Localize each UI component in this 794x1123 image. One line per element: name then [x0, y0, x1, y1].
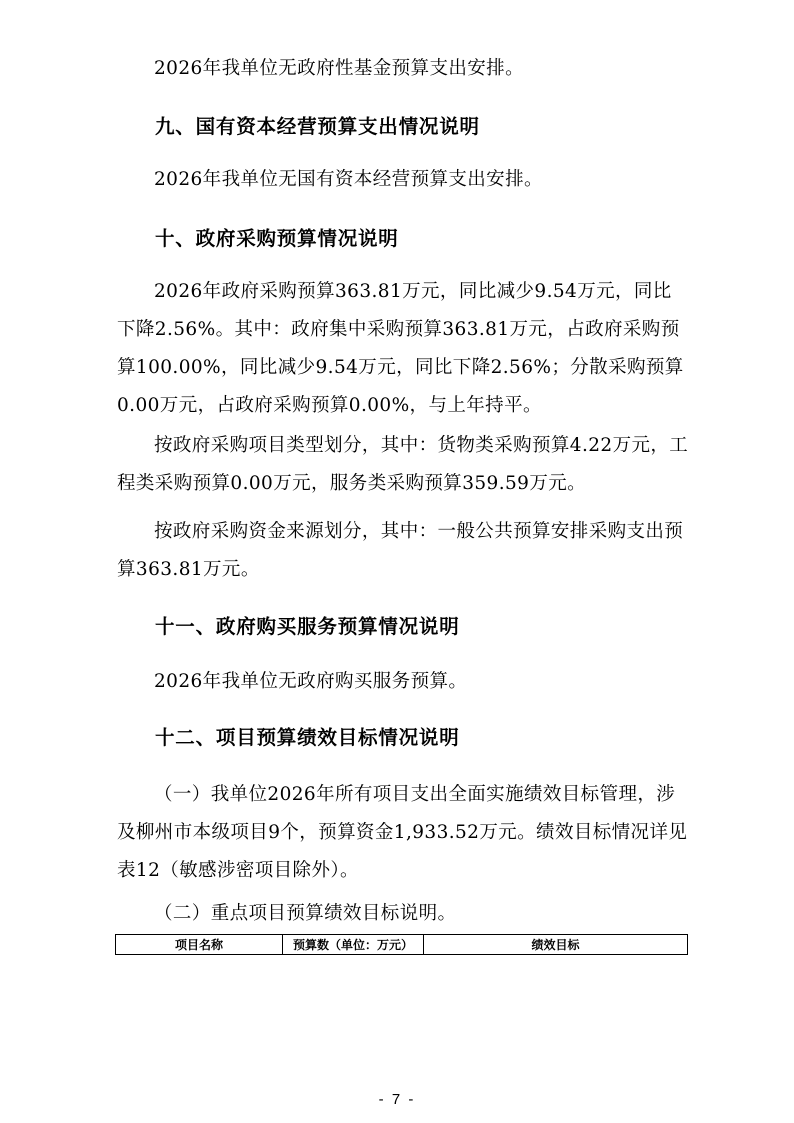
- column-header-project-name: 项目名称: [116, 935, 283, 955]
- page-number: - 7 -: [378, 1091, 416, 1108]
- paragraph-service-purchase: 2026年我单位无政府购买服务预算。: [154, 671, 468, 692]
- table-header-row: [116, 935, 688, 955]
- paragraph-procurement-type: 按政府采购项目类型划分，其中：货物类采购预算4.22万元，工程类采购预算0.00万元，服务类采购预算359.59万元。: [117, 435, 689, 494]
- heading-section-11: 十一、政府购买服务预算情况说明: [155, 615, 460, 638]
- heading-section-12: 十二、项目预算绩效目标情况说明: [155, 726, 460, 749]
- heading-section-10: 十、政府采购预算情况说明: [155, 227, 399, 250]
- paragraph-state-capital: 2026年我单位无国有资本经营预算支出安排。: [154, 169, 543, 190]
- paragraph-fund-budget: 2026年我单位无政府性基金预算支出安排。: [154, 58, 524, 79]
- paragraph-procurement-source: 按政府采购资金来源划分，其中：一般公共预算安排采购支出预算363.81万元。: [117, 521, 684, 580]
- paragraph-procurement-total: 2026年政府采购预算363.81万元，同比减少9.54万元，同比下降2.56%。其中：政府集中采购预算363.81万元，占政府采购预算100.00%，同比减少9.54万元，同比下降2.56%；分散采购预算0.00万元，占政府采购预算0.00%，与上年持平。: [117, 281, 684, 416]
- paragraph-key-projects: （二）重点项目预算绩效目标说明。: [154, 903, 457, 924]
- performance-table: [115, 934, 688, 955]
- column-header-performance-goal: 绩效目标: [424, 935, 688, 955]
- heading-section-9: 九、国有资本经营预算支出情况说明: [155, 115, 480, 138]
- paragraph-performance-goals: （一）我单位2026年所有项目支出全面实施绩效目标管理，涉及柳州市本级项目9个，预算资金1,933.52万元。绩效目标情况详见表12（敏感涉密项目除外）。: [117, 784, 688, 881]
- column-header-budget: 预算数（单位：万元）: [283, 935, 424, 955]
